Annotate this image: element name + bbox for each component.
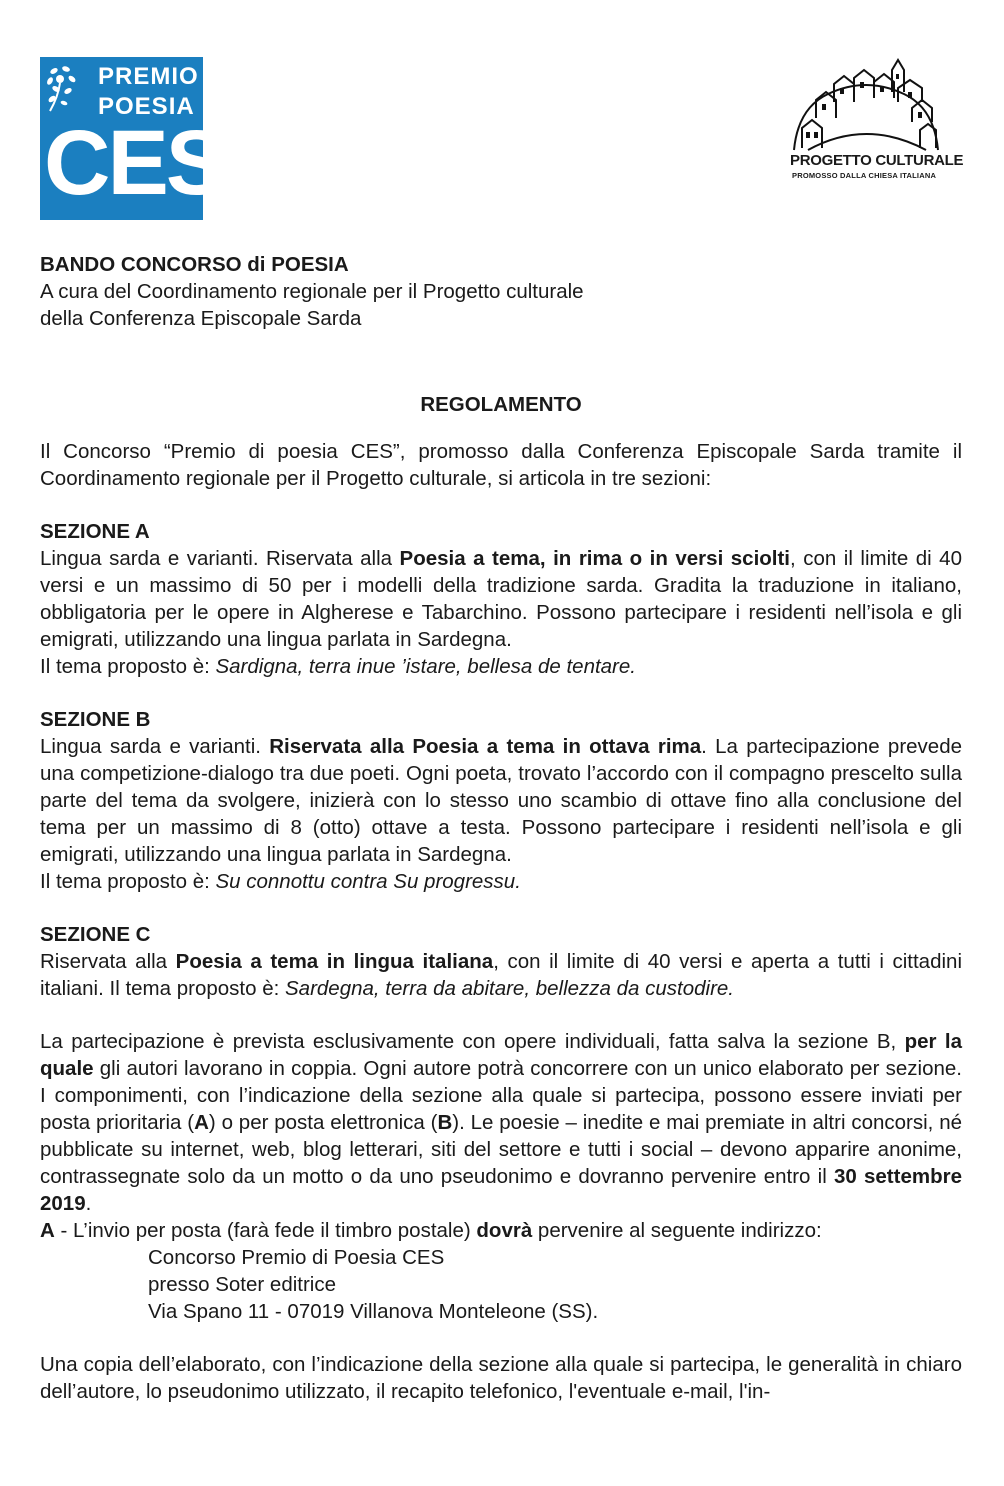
progetto-culturale-logo [786,58,964,186]
section-c [40,921,962,1002]
section-b-theme: Il tema proposto è: Su connottu contra Su progressu. [40,870,521,893]
invio-paragraph: A - L’invio per posta (farà fede il timbro postale) dovrà pervenire al seguente indirizzo: [40,1219,822,1242]
town-skyline-icon [788,58,944,154]
logo-ces-text: CES [44,112,225,214]
copia-paragraph: Una copia dell’elaborato, con l’indicazione della sezione alla quale si partecipa, le generalità in chiaro dell’autore, lo pseudonimo utilizzato, il recapito telefonico, l'eventuale e-mail, l'in- [40,1353,962,1403]
section-b [40,706,962,895]
section-c-title: SEZIONE C [40,923,151,946]
logo-poesia-text: POESIA [98,93,195,120]
section-b-text: Lingua sarda e varianti. Riservata alla Poesia a tema in ottava rima. La partecipazione prevede una competizione-dialogo tra due poeti. Ogni poeta, trovato l’accordo con il compagno prescelto sulla parte del tema da svolgere, inizierà con lo stesso uno scambio di ottave fino alla conclusione del tema per un massimo di 8 (otto) ottave a testa. Possono partecipare i residenti nell’isola e gli emigrati, utilizzando una lingua parlata in Sardegna. [40,735,962,866]
bando-title: BANDO CONCORSO di POESIA [40,253,349,276]
address-line-3: Via Spano 11 - 07019 Villanova Monteleone (SS). [148,1300,599,1323]
section-a [40,518,962,680]
section-a-title: SEZIONE A [40,520,150,543]
regolamento-title: REGOLAMENTO [420,393,582,416]
promosso-chiesa-text: PROMOSSO DALLA CHIESA ITALIANA [792,171,937,180]
section-a-text: Lingua sarda e varianti. Riservata alla Poesia a tema, in rima o in versi sciolti, con il limite di 40 versi e un massimo di 50 per i modelli della tradizione sarda. Gradita la traduzione in italiano, obbligatoria per le opere in Algherese e Tabarchino. Possono partecipare i residenti nell’isola e gli emigrati, utilizzando una lingua parlata in Sardegna. [40,547,962,651]
header-line-1: A cura del Coordinamento regionale per il Progetto culturale [40,280,584,303]
partecipazione-paragraph: La partecipazione è prevista esclusivamente con opere individuali, fatta salva la sezione B, per la quale gli autori lavorano in coppia. Ogni autore potrà concorrere con un unico elaborato per sezione. I componimenti, con l’indicazione della sezione alla quale si partecipa, possono essere inviati per posta prioritaria (A) o per posta elettronica (B). Le poesie – inedite e mai premiate in altri concorsi, né pubblicate su internet, web, blog letterari, siti del settore e tutti i social – devono apparire anonime, contrassegnate solo da un motto o da uno pseudonimo e dovranno pervenire entro il 30 settembre 2019. [40,1030,962,1215]
regolamento-intro: Il Concorso “Premio di poesia CES”, promosso dalla Conferenza Episcopale Sarda tramite il Coordinamento regionale per il Progetto culturale, si articola in tre sezioni: [40,440,962,490]
address-line-2: presso Soter editrice [148,1273,337,1296]
section-a-theme: Il tema proposto è: Sardigna, terra inue ’istare, bellesa de tentare. [40,655,636,678]
premio-poesia-ces-logo [40,57,225,220]
address-line-1: Concorso Premio di Poesia CES [148,1246,445,1269]
section-b-title: SEZIONE B [40,708,151,731]
section-c-text: Riservata alla Poesia a tema in lingua italiana, con il limite di 40 versi e aperta a tutti i cittadini italiani. Il tema proposto è: Sardegna, terra da abitare, bellezza da custodire. [40,950,962,1000]
flower-icon [42,63,82,115]
header-line-2: della Conferenza Episcopale Sarda [40,307,362,330]
progetto-culturale-text: PROGETTO CULTURALE [790,152,964,169]
document-body [40,251,962,1405]
logo-premio-text: PREMIO [98,63,199,90]
